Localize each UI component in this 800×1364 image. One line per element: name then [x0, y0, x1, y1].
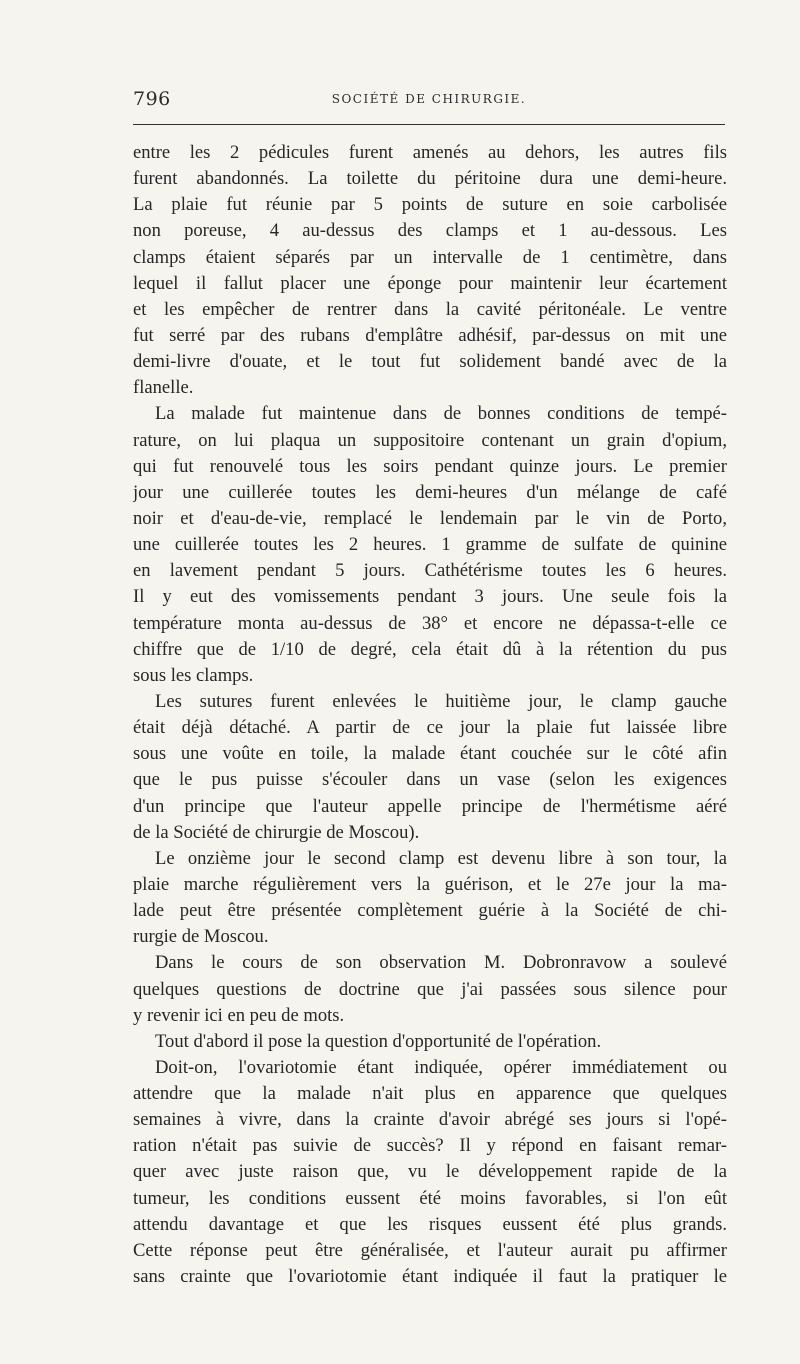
- text-line: et les empêcher de rentrer dans la cavité péritonéale. Le ventre: [133, 298, 727, 320]
- text-line: rurgie de Moscou.: [133, 926, 269, 948]
- text-line: chiffre que de 1/10 de degré, cela était dû à la rétention du pus: [133, 638, 727, 660]
- text-line: furent abandonnés. La toilette du péritoine dura une demi-heure.: [133, 168, 727, 190]
- text-line: noir et d'eau-de-vie, remplacé le lendemain par le vin de Porto,: [133, 507, 727, 529]
- text-line: une cuillerée toutes les 2 heures. 1 gramme de sulfate de quinine: [133, 534, 727, 556]
- text-line: sous les clamps.: [133, 664, 254, 686]
- text-line: que le pus puisse s'écouler dans un vase (selon les exigences: [133, 769, 727, 791]
- paragraph-first-line: La malade fut maintenue dans de bonnes conditions de tempé-: [155, 403, 727, 425]
- text-line: La plaie fut réunie par 5 points de suture en soie carbolisée: [133, 194, 727, 216]
- text-line: y revenir ici en peu de mots.: [133, 1004, 345, 1026]
- text-line: jour une cuillerée toutes les demi-heures d'un mélange de café: [133, 481, 727, 503]
- page-number: 796: [133, 88, 171, 110]
- header-rule: [133, 124, 725, 125]
- text-line: entre les 2 pédicules furent amenés au dehors, les autres fils: [133, 142, 727, 163]
- text-line: tumeur, les conditions eussent été moins favorables, si l'on eût: [133, 1187, 727, 1209]
- text-line: Cette réponse peut être généralisée, et l'auteur aurait pu affirmer: [133, 1239, 727, 1261]
- text-line: fut serré par des rubans d'emplâtre adhésif, par-dessus on mit une: [133, 324, 727, 346]
- text-line: flanelle.: [133, 377, 194, 399]
- text-line: semaines à vivre, dans la crainte d'avoir abrégé ses jours si l'opé-: [133, 1109, 727, 1131]
- text-line: attendu davantage et que les risques eussent été plus grands.: [133, 1213, 727, 1235]
- text-line: rature, on lui plaqua un suppositoire contenant un grain d'opium,: [133, 429, 727, 451]
- body-text: [133, 140, 727, 1290]
- paragraph-first-line: Tout d'abord il pose la question d'opportunité de l'opération.: [155, 1030, 602, 1052]
- text-line: d'un principe que l'auteur appelle principe de l'hermétisme aéré: [133, 795, 727, 817]
- paragraph-first-line: Le onzième jour le second clamp est devenu libre à son tour, la: [155, 847, 727, 869]
- text-line: température monta au-dessus de 38° et encore ne dépassa-t-elle ce: [133, 612, 727, 634]
- text-line: sous une voûte en toile, la malade étant couchée sur le côté afin: [133, 743, 727, 765]
- text-line: lade peut être présentée complètement guérie à la Société de chi-: [133, 900, 727, 922]
- text-line: demi-livre d'ouate, et le tout fut solidement bandé avec de la: [133, 351, 727, 373]
- text-line: non poreuse, 4 au-dessus des clamps et 1 au-dessous. Les: [133, 220, 727, 242]
- text-line: qui fut renouvelé tous les soirs pendant quinze jours. Le premier: [133, 455, 727, 477]
- text-line: Il y eut des vomissements pendant 3 jours. Une seule fois la: [133, 586, 727, 608]
- text-line: ration n'était pas suivie de succès? Il y répond en faisant remar-: [133, 1135, 727, 1157]
- paragraph-first-line: Les sutures furent enlevées le huitième jour, le clamp gauche: [155, 690, 727, 712]
- text-line: clamps étaient séparés par un intervalle de 1 centimètre, dans: [133, 246, 727, 268]
- page-header: [133, 88, 725, 116]
- text-line: quelques questions de doctrine que j'ai passées sous silence pour: [133, 978, 727, 1000]
- text-line: quer avec juste raison que, vu le développement rapide de la: [133, 1161, 727, 1183]
- running-title: SOCIÉTÉ DE CHIRURGIE.: [331, 92, 527, 106]
- text-line: était déjà détaché. A partir de ce jour la plaie fut laissée libre: [133, 717, 727, 739]
- text-line: attendre que la malade n'ait plus en apparence que quelques: [133, 1083, 727, 1105]
- text-line: sans crainte que l'ovariotomie étant indiquée il faut la pratiquer le: [133, 1266, 727, 1288]
- paragraph-first-line: Doit-on, l'ovariotomie étant indiquée, opérer immédiatement ou: [155, 1056, 727, 1078]
- paragraph-first-line: Dans le cours de son observation M. Dobronravow a soulevé: [155, 952, 727, 974]
- text-line: en lavement pendant 5 jours. Cathétérisme toutes les 6 heures.: [133, 560, 727, 582]
- text-line: de la Société de chirurgie de Moscou).: [133, 821, 420, 843]
- text-line: lequel il fallut placer une éponge pour maintenir leur écartement: [133, 272, 727, 294]
- text-line: plaie marche régulièrement vers la guérison, et le 27e jour la ma-: [133, 873, 727, 895]
